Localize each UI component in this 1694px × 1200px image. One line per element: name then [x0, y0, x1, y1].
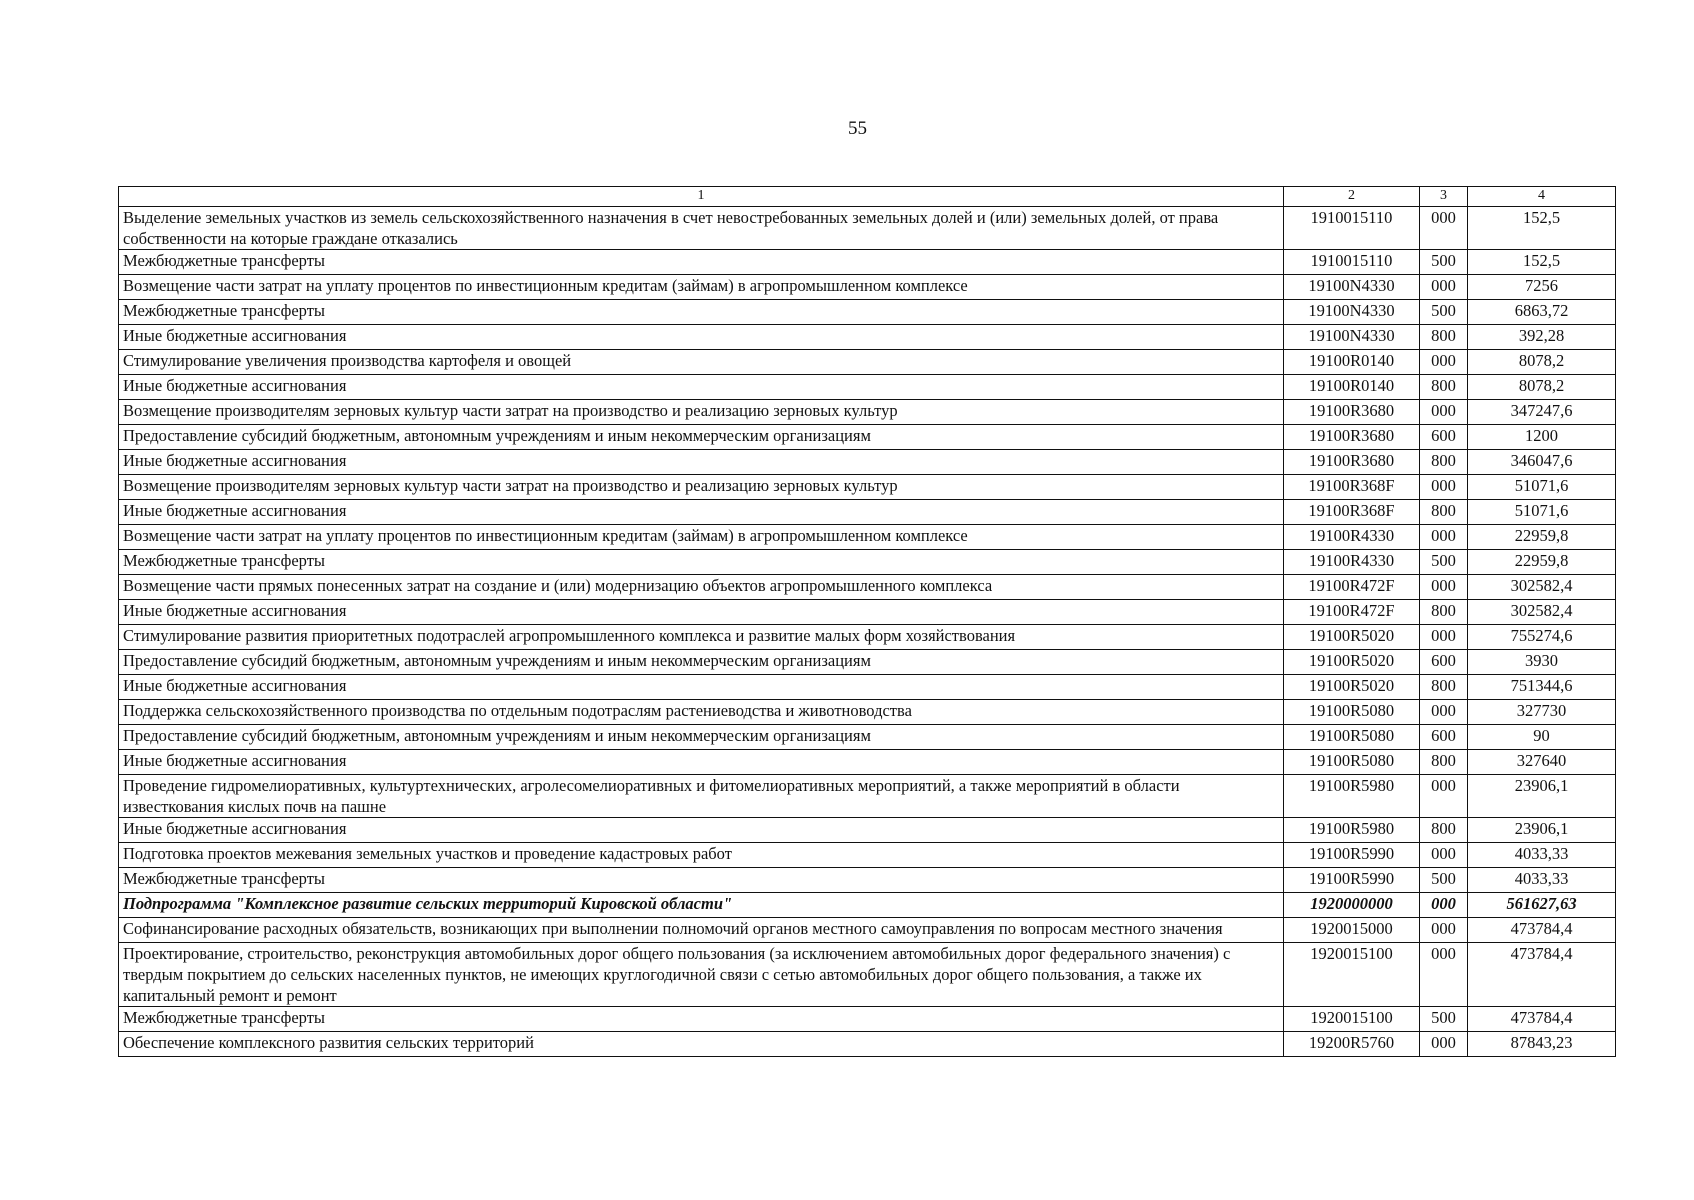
row-amount-cell: 152,5 — [1468, 250, 1616, 275]
table-row — [119, 725, 1616, 750]
row-name-cell: Иные бюджетные ассигнования — [119, 750, 1284, 775]
row-name-cell: Межбюджетные трансферты — [119, 250, 1284, 275]
row-name-cell: Иные бюджетные ассигнования — [119, 675, 1284, 700]
row-code-cell: 19100R5990 — [1284, 843, 1420, 868]
table-row — [119, 775, 1616, 818]
row-type-cell: 800 — [1420, 375, 1468, 400]
row-type-cell: 000 — [1420, 625, 1468, 650]
row-type-cell: 600 — [1420, 425, 1468, 450]
row-code-cell: 19100R0140 — [1284, 350, 1420, 375]
row-type-cell: 800 — [1420, 675, 1468, 700]
table-row — [119, 868, 1616, 893]
row-type-cell: 600 — [1420, 650, 1468, 675]
row-name-cell: Возмещение производителям зерновых культур части затрат на производство и реализацию зерновых культур — [119, 400, 1284, 425]
header-row — [119, 187, 1616, 207]
row-name-cell: Обеспечение комплексного развития сельских территорий — [119, 1032, 1284, 1057]
row-code-cell: 19100R3680 — [1284, 400, 1420, 425]
row-amount-cell: 302582,4 — [1468, 575, 1616, 600]
row-code-cell: 19100N4330 — [1284, 300, 1420, 325]
row-code-cell: 19100R5080 — [1284, 700, 1420, 725]
row-name-cell: Иные бюджетные ассигнования — [119, 500, 1284, 525]
row-name-cell: Подпрограмма "Комплексное развитие сельских территорий Кировской области" — [119, 893, 1284, 918]
row-name-cell: Иные бюджетные ассигнования — [119, 600, 1284, 625]
row-type-cell: 500 — [1420, 868, 1468, 893]
row-name-cell: Возмещение части затрат на уплату процентов по инвестиционным кредитам (займам) в агропромышленном комплексе — [119, 275, 1284, 300]
row-type-cell: 800 — [1420, 450, 1468, 475]
row-amount-cell: 346047,6 — [1468, 450, 1616, 475]
row-code-cell: 19100R4330 — [1284, 525, 1420, 550]
row-type-cell: 000 — [1420, 275, 1468, 300]
table-row — [119, 1007, 1616, 1032]
row-code-cell: 19100R3680 — [1284, 450, 1420, 475]
row-code-cell: 1910015110 — [1284, 207, 1420, 250]
row-name-cell: Иные бюджетные ассигнования — [119, 325, 1284, 350]
row-name-cell: Выделение земельных участков из земель сельскохозяйственного назначения в счет невостребованных земельных долей и (или) земельных долей, от права собственности на которые граждане отказались — [119, 207, 1284, 250]
row-type-cell: 500 — [1420, 550, 1468, 575]
row-code-cell: 1920000000 — [1284, 893, 1420, 918]
row-amount-cell: 473784,4 — [1468, 918, 1616, 943]
row-amount-cell: 327730 — [1468, 700, 1616, 725]
header-col-2: 2 — [1284, 187, 1420, 207]
row-type-cell: 000 — [1420, 1032, 1468, 1057]
row-amount-cell: 4033,33 — [1468, 868, 1616, 893]
table-row — [119, 475, 1616, 500]
header-col-3: 3 — [1420, 187, 1468, 207]
table-row — [119, 250, 1616, 275]
table-row — [119, 818, 1616, 843]
row-amount-cell: 7256 — [1468, 275, 1616, 300]
table-row — [119, 275, 1616, 300]
row-code-cell: 19100R472F — [1284, 575, 1420, 600]
row-type-cell: 000 — [1420, 207, 1468, 250]
row-code-cell: 19100R5020 — [1284, 625, 1420, 650]
row-code-cell: 19100R5980 — [1284, 775, 1420, 818]
row-code-cell: 19100R472F — [1284, 600, 1420, 625]
row-amount-cell: 1200 — [1468, 425, 1616, 450]
table-row — [119, 325, 1616, 350]
row-name-cell: Предоставление субсидий бюджетным, автономным учреждениям и иным некоммерческим организациям — [119, 725, 1284, 750]
row-code-cell: 19100R368F — [1284, 500, 1420, 525]
table-row — [119, 1032, 1616, 1057]
row-amount-cell: 392,28 — [1468, 325, 1616, 350]
table-row — [119, 600, 1616, 625]
row-name-cell: Проектирование, строительство, реконструкция автомобильных дорог общего пользования (за исключением автомобильных дорог федерального значения) с твердым покрытием до сельских населенных пунктов, не имеющих круглогодичной связи с сетью автомобильных дорог общего пользования, а также их капитальный ремонт и ремонт — [119, 943, 1284, 1007]
row-name-cell: Возмещение части прямых понесенных затрат на создание и (или) модернизацию объектов агропромышленного комплекса — [119, 575, 1284, 600]
table-row — [119, 893, 1616, 918]
row-name-cell: Предоставление субсидий бюджетным, автономным учреждениям и иным некоммерческим организациям — [119, 650, 1284, 675]
table-row — [119, 525, 1616, 550]
row-type-cell: 000 — [1420, 700, 1468, 725]
row-amount-cell: 6863,72 — [1468, 300, 1616, 325]
row-type-cell: 000 — [1420, 843, 1468, 868]
row-code-cell: 19100R5020 — [1284, 675, 1420, 700]
row-type-cell: 800 — [1420, 325, 1468, 350]
row-type-cell: 000 — [1420, 775, 1468, 818]
row-type-cell: 000 — [1420, 350, 1468, 375]
row-name-cell: Межбюджетные трансферты — [119, 868, 1284, 893]
row-code-cell: 19100R368F — [1284, 475, 1420, 500]
row-type-cell: 800 — [1420, 818, 1468, 843]
row-amount-cell: 23906,1 — [1468, 775, 1616, 818]
row-type-cell: 500 — [1420, 300, 1468, 325]
table-body — [119, 207, 1616, 1057]
row-type-cell: 000 — [1420, 575, 1468, 600]
row-code-cell: 19100R5080 — [1284, 725, 1420, 750]
row-amount-cell: 751344,6 — [1468, 675, 1616, 700]
row-code-cell: 19100R5020 — [1284, 650, 1420, 675]
table-row — [119, 500, 1616, 525]
row-type-cell: 500 — [1420, 1007, 1468, 1032]
table-row — [119, 650, 1616, 675]
row-type-cell: 000 — [1420, 893, 1468, 918]
table-row — [119, 400, 1616, 425]
row-name-cell: Стимулирование увеличения производства картофеля и овощей — [119, 350, 1284, 375]
row-amount-cell: 22959,8 — [1468, 550, 1616, 575]
row-name-cell: Иные бюджетные ассигнования — [119, 375, 1284, 400]
row-name-cell: Предоставление субсидий бюджетным, автономным учреждениям и иным некоммерческим организациям — [119, 425, 1284, 450]
row-type-cell: 000 — [1420, 475, 1468, 500]
row-code-cell: 19100R0140 — [1284, 375, 1420, 400]
row-amount-cell: 561627,63 — [1468, 893, 1616, 918]
table-row — [119, 450, 1616, 475]
row-code-cell: 19100R4330 — [1284, 550, 1420, 575]
row-code-cell: 1910015110 — [1284, 250, 1420, 275]
row-amount-cell: 51071,6 — [1468, 500, 1616, 525]
row-type-cell: 000 — [1420, 400, 1468, 425]
row-amount-cell: 473784,4 — [1468, 943, 1616, 1007]
row-code-cell: 1920015100 — [1284, 1007, 1420, 1032]
row-name-cell: Проведение гидромелиоративных, культуртехнических, агролесомелиоративных и фитомелиоративных мероприятий, а также мероприятий в области известкования кислых почв на пашне — [119, 775, 1284, 818]
header-col-4: 4 — [1468, 187, 1616, 207]
row-code-cell: 19100N4330 — [1284, 275, 1420, 300]
row-type-cell: 800 — [1420, 500, 1468, 525]
table-row — [119, 943, 1616, 1007]
row-name-cell: Иные бюджетные ассигнования — [119, 818, 1284, 843]
row-code-cell: 19100N4330 — [1284, 325, 1420, 350]
row-amount-cell: 90 — [1468, 725, 1616, 750]
table-row — [119, 750, 1616, 775]
row-amount-cell: 51071,6 — [1468, 475, 1616, 500]
row-name-cell: Межбюджетные трансферты — [119, 1007, 1284, 1032]
row-name-cell: Подготовка проектов межевания земельных участков и проведение кадастровых работ — [119, 843, 1284, 868]
table-row — [119, 675, 1616, 700]
table-row — [119, 350, 1616, 375]
row-code-cell: 19100R5990 — [1284, 868, 1420, 893]
row-name-cell: Поддержка сельскохозяйственного производства по отдельным подотраслям растениеводства и животноводства — [119, 700, 1284, 725]
table-row — [119, 300, 1616, 325]
row-name-cell: Стимулирование развития приоритетных подотраслей агропромышленного комплекса и развитие малых форм хозяйствования — [119, 625, 1284, 650]
row-amount-cell: 327640 — [1468, 750, 1616, 775]
header-col-1: 1 — [119, 187, 1284, 207]
page-number: 55 — [848, 118, 867, 139]
row-amount-cell: 347247,6 — [1468, 400, 1616, 425]
table-row — [119, 700, 1616, 725]
table-row — [119, 207, 1616, 250]
row-amount-cell: 87843,23 — [1468, 1032, 1616, 1057]
row-type-cell: 800 — [1420, 600, 1468, 625]
row-name-cell: Иные бюджетные ассигнования — [119, 450, 1284, 475]
row-name-cell: Межбюджетные трансферты — [119, 300, 1284, 325]
row-code-cell: 1920015100 — [1284, 943, 1420, 1007]
row-amount-cell: 8078,2 — [1468, 350, 1616, 375]
table-row — [119, 550, 1616, 575]
row-type-cell: 000 — [1420, 943, 1468, 1007]
table-row — [119, 425, 1616, 450]
row-type-cell: 000 — [1420, 525, 1468, 550]
row-code-cell: 19200R5760 — [1284, 1032, 1420, 1057]
row-amount-cell: 23906,1 — [1468, 818, 1616, 843]
row-code-cell: 19100R5980 — [1284, 818, 1420, 843]
row-type-cell: 500 — [1420, 250, 1468, 275]
row-amount-cell: 152,5 — [1468, 207, 1616, 250]
row-type-cell: 000 — [1420, 918, 1468, 943]
table-row — [119, 575, 1616, 600]
row-amount-cell: 22959,8 — [1468, 525, 1616, 550]
row-amount-cell: 3930 — [1468, 650, 1616, 675]
row-code-cell: 1920015000 — [1284, 918, 1420, 943]
table-row — [119, 918, 1616, 943]
budget-table — [118, 186, 1616, 1057]
table-row — [119, 843, 1616, 868]
row-amount-cell: 302582,4 — [1468, 600, 1616, 625]
row-name-cell: Возмещение части затрат на уплату процентов по инвестиционным кредитам (займам) в агропромышленном комплексе — [119, 525, 1284, 550]
table-row — [119, 625, 1616, 650]
row-code-cell: 19100R3680 — [1284, 425, 1420, 450]
row-code-cell: 19100R5080 — [1284, 750, 1420, 775]
row-amount-cell: 755274,6 — [1468, 625, 1616, 650]
row-name-cell: Межбюджетные трансферты — [119, 550, 1284, 575]
row-name-cell: Софинансирование расходных обязательств, возникающих при выполнении полномочий органов местного самоуправления по вопросам местного значения — [119, 918, 1284, 943]
row-type-cell: 600 — [1420, 725, 1468, 750]
table-row — [119, 375, 1616, 400]
row-amount-cell: 4033,33 — [1468, 843, 1616, 868]
row-amount-cell: 8078,2 — [1468, 375, 1616, 400]
row-type-cell: 800 — [1420, 750, 1468, 775]
row-amount-cell: 473784,4 — [1468, 1007, 1616, 1032]
row-name-cell: Возмещение производителям зерновых культур части затрат на производство и реализацию зерновых культур — [119, 475, 1284, 500]
